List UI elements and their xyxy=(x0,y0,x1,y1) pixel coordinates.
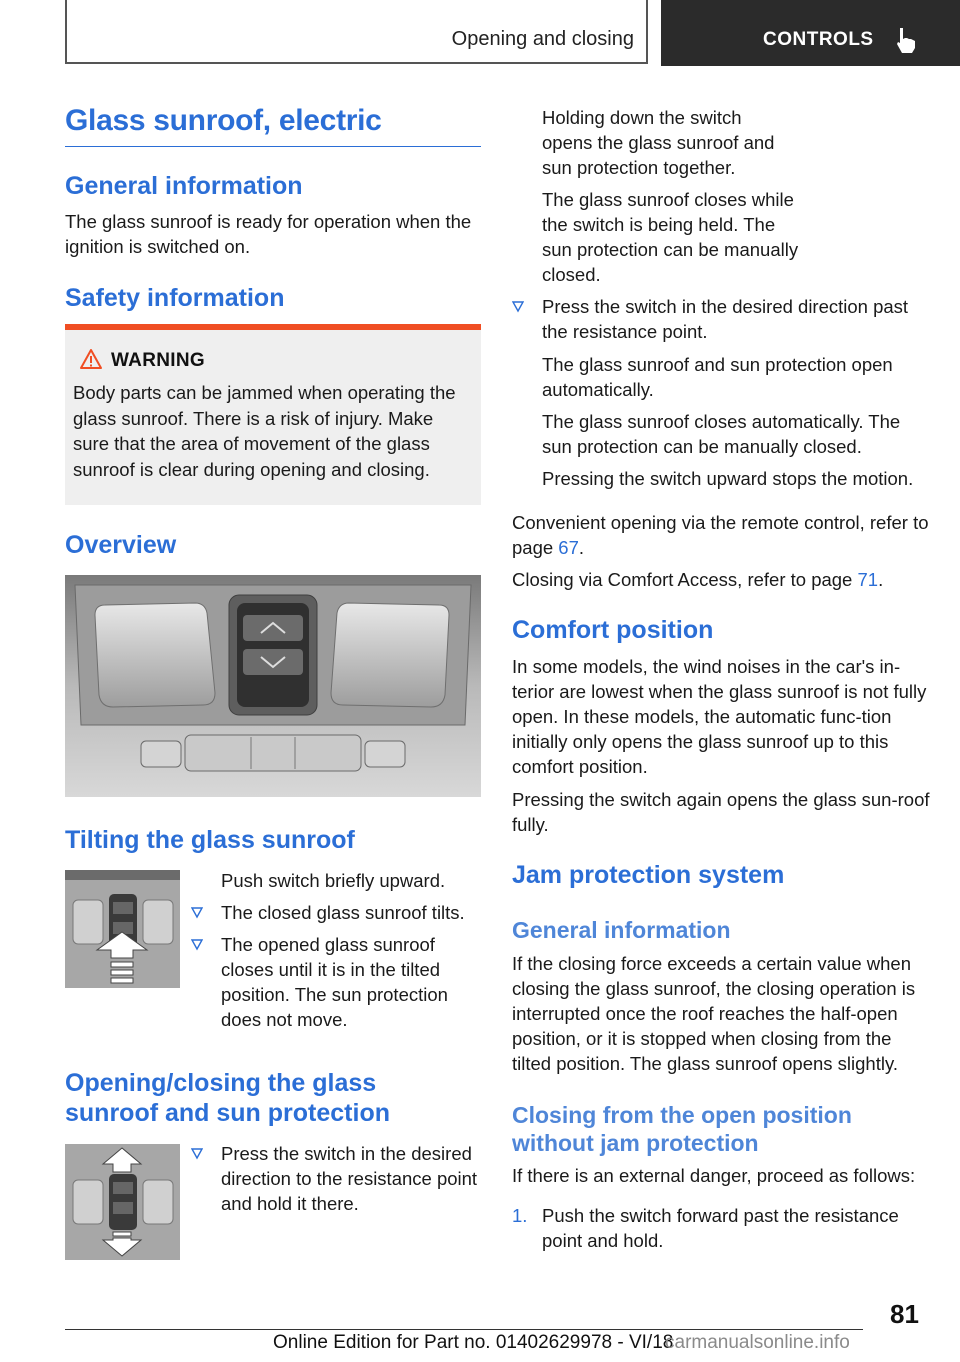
jam-general-text: If the closing force exceeds a certain value when closing the glass sunroof, the closing operation is interrupted once the roof reaches the half-open position, or it is stopped when closing from the tilted position. The glass sunroof opens slightly. xyxy=(512,953,916,1074)
page-header xyxy=(0,0,960,66)
general-info-heading: General information xyxy=(65,172,303,200)
jam-general-heading: General information xyxy=(512,917,731,943)
page-number: 81 xyxy=(890,1299,919,1329)
remote-reference: Convenient opening via the remote control, refer to page 67. xyxy=(512,512,929,558)
warning-bar xyxy=(65,324,481,330)
tilting-intro: Push switch briefly upward. xyxy=(221,870,446,891)
hand-pointer-icon xyxy=(894,26,920,54)
continued-paragraph: The glass sunroof closes while the switch is being held. The sun protection can be manually closed. xyxy=(542,189,799,285)
page-link[interactable]: 67 xyxy=(558,537,579,558)
edition-text: Online Edition for Part no. 01402629978 - VI/18 xyxy=(273,1332,674,1353)
triangle-bullet-icon xyxy=(512,301,524,313)
tilting-heading: Tilting the glass sunroof xyxy=(65,826,355,854)
section-tab xyxy=(65,0,648,64)
title-rule xyxy=(65,146,481,147)
footer-rule xyxy=(65,1329,863,1330)
triangle-bullet-icon xyxy=(191,939,203,951)
section-title: Opening and closing xyxy=(451,28,634,50)
warning-title: WARNING xyxy=(111,350,205,371)
bullet-paragraph: The glass sunroof closes automatically. The sun protection can be manually closed. xyxy=(542,411,901,457)
continued-paragraph: Holding down the switch opens the glass sunroof and sun protection together. xyxy=(542,107,775,178)
closing-heading: Closing from the open position without jam protection xyxy=(512,1102,852,1156)
bullet-paragraph: Pressing the switch upward stops the motion. xyxy=(542,468,914,489)
comfort-access-reference: Closing via Comfort Access, refer to page 71. xyxy=(512,569,884,590)
watermark: carmanualsonline.info xyxy=(665,1332,850,1353)
comfort-text: In some models, the wind noises in the car's in-terior are lowest when the glass sunroof is not fully open. In these models, the automatic func-tion initially only opens the glass sunroof up to this comfort position. xyxy=(512,656,927,777)
tilt-switch-image xyxy=(65,870,180,988)
chapter-tab xyxy=(661,0,960,66)
closing-intro: If there is an external danger, proceed as follows: xyxy=(512,1165,916,1186)
overview-image xyxy=(65,575,481,797)
open-close-switch-image xyxy=(65,1144,180,1260)
warning-triangle-icon xyxy=(79,348,103,370)
chapter-title: CONTROLS xyxy=(763,29,874,50)
jam-protection-heading: Jam protection system xyxy=(512,861,785,889)
overview-heading: Overview xyxy=(65,531,177,559)
safety-info-heading: Safety information xyxy=(65,284,285,312)
general-info-text: The glass sunroof is ready for operation when the ignition is switched on. xyxy=(65,211,472,257)
step-number: 1. xyxy=(512,1205,528,1226)
page-link[interactable]: 71 xyxy=(857,569,879,590)
warning-text: Body parts can be jammed when operating the glass sunroof. There is a risk of injury. Make sure that the area of movement of the glass sunroof is clear during opening and closing. xyxy=(73,382,456,480)
comfort-position-heading: Comfort position xyxy=(512,616,714,644)
triangle-bullet-icon xyxy=(191,907,203,919)
warning-box xyxy=(65,324,481,505)
comfort-text-2: Pressing the switch again opens the glass sun-roof fully. xyxy=(512,789,930,835)
triangle-bullet-icon xyxy=(191,1148,203,1160)
bullet-paragraph: The glass sunroof and sun protection open automatically. xyxy=(542,354,893,400)
page-title: Glass sunroof, electric xyxy=(65,104,382,137)
opening-heading: Opening/closing the glass sunroof and sun protection xyxy=(65,1069,390,1127)
